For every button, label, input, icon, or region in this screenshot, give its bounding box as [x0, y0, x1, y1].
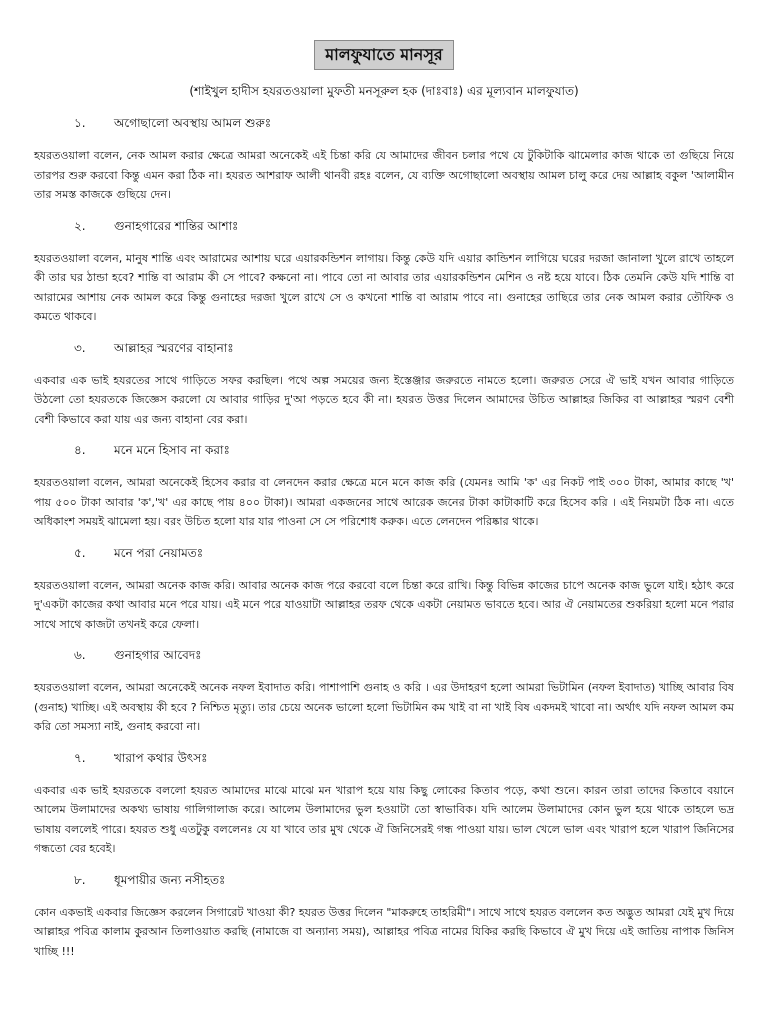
- document-subtitle: (শাইখুল হাদীস হযরতওয়ালা মুফতী মনসূরুল হক (দাঃবাঃ) এর মূল্যবান মালফুযাত): [189, 84, 579, 98]
- section-1: [34, 114, 734, 205]
- section-heading-text: মনে মনে হিসাব না করাঃ: [114, 443, 230, 457]
- section-heading: [74, 441, 734, 459]
- section-body: একবার এক ভাই হযরতকে বললো হযরত আমাদের মাঝে মাঝে মন খারাপ হয়ে যায় কিছু লোকের কিতাব পড়ে, কথা শুনে। কারন তারা তাদের কিতাবে বয়ানে আলেম উলামাদের অকথ্য ভাষায় গালিগালাজ করে। আলেম উলামাদের ভুল হওয়াটা তো স্বাভাবিক। যদি আলেম উলামাদের কোন ভুল হয়ে থাকে তাহলে ভদ্র ভাষায় বললেই পারে। হযরত শুধু এতটুকু বললেনঃ যে যা খাবে তার মুখ থেকে ঐ জিনিসেরই গন্ধ পাওয়া যায়। ভাল খেলে ভাল এবং খারাপ হলে খারাপ জিনিসের গন্ধতো বের হবেই।: [34, 783, 734, 855]
- section-heading: [74, 544, 734, 562]
- section-heading: [74, 339, 734, 357]
- section-body: হযরতওয়ালা বলেন, আমরা অনেক কাজ করি। আবার অনেক কাজ পরে করবো বলে চিন্তা করে রাখি। কিন্তু বিভিন্ন কাজের চাপে অনেক কাজ ভুলে যাই। হঠাৎ করে দু'একটা কাজের কথা আবার মনে পরে যায়। এই মনে পরে যাওয়াটা আল্লাহর তরফ থেকে একটা নেয়ামত ভাবতে হবে। আর ঐ নেয়ামতের শুকরিয়া হলো মনে পরার সাথে সাথে কাজটা তখনই করে ফেলা।: [34, 578, 734, 631]
- section-3: [34, 339, 734, 430]
- section-heading: [74, 217, 734, 235]
- section-body: হযরতওয়ালা বলেন, আমরা অনেকেই অনেক নফল ইবাদাত করি। পাশাপাশি গুনাহ ও করি । এর উদাহরণ হলো আমরা ভিটামিন (নফল ইবাদাত) খাচ্ছি আবার বিষ (গুনাহ) খাচ্ছি। এই অবস্থায় কী হবে ? নিশ্চিত মৃত্যু। তার চেয়ে অনেক ভালো হলো ভিটামিন কম খাই বা না খাই বিষ একদমই খাবো না। অর্থাৎ যদি নফল আমল কম করি তো সমস্যা নাই, গুনাহ করবো না।: [34, 681, 734, 733]
- section-heading-text: গুনাহগারের শান্তির আশাঃ: [114, 218, 239, 233]
- section-number: ২.: [74, 218, 86, 233]
- section-6: [34, 646, 734, 737]
- section-heading-text: মনে পরা নেয়ামতঃ: [114, 545, 204, 560]
- section-heading: [74, 114, 734, 132]
- document-title: মালফুযাতে মানসূর: [314, 40, 453, 70]
- section-heading-text: গুনাহগার আবেদঃ: [114, 648, 202, 662]
- section-heading: [74, 871, 734, 889]
- section-4: [34, 441, 734, 532]
- section-body: হযরতওয়ালা বলেন, নেক আমল করার ক্ষেত্রে আমরা অনেকেই এই চিন্তা করি যে আমাদের জীবন চলার পথে যে টুকিটাকি ঝামেলার কাজ থাকে তা গুছিয়ে নিয়ে তারপর শুরু করবো কিন্তু এমন করা ঠিক না। হযরত আশরাফ আলী থানবী রহঃ বলেন, যে ব্যক্তি অগোছালো অবস্থায় আমল চালু করে দেয় আল্লাহ বকুল 'আলামীন তার সমস্ত কাজকে গুছিয়ে দেন।: [34, 149, 734, 201]
- section-heading-text: ধূমপায়ীর জন্য নসীহতঃ: [114, 872, 226, 887]
- section-number: ১.: [74, 116, 86, 130]
- section-2: [34, 217, 734, 327]
- section-number: ৪.: [74, 443, 86, 457]
- section-number: ৮.: [74, 872, 86, 887]
- section-heading-text: অগোছালো অবস্থায় আমল শুরুঃ: [114, 116, 272, 130]
- section-number: ৭.: [74, 750, 86, 765]
- section-7: [34, 749, 734, 859]
- section-number: ৬.: [74, 648, 86, 662]
- section-heading-text: আল্লাহর স্মরণের বাহানাঃ: [114, 340, 234, 355]
- section-body: একবার এক ভাই হযরতের সাথে গাড়িতে সফর করছিল। পথে অল্প সময়ের জন্য ইস্তেঞ্জার জরুরতে নামতে হলো। জরুরত সেরে ঐ ভাই যখন আবার গাড়িতে উঠলো তো হযরতকে জিজ্ঞেস করলো যে আবার গাড়ির দু'আ পড়তে হবে কী না। হযরত উত্তর দিলেন আমাদের উচিত আল্লাহর জিকির বা আল্লাহর স্মরণ বেশী বেশী কিভাবে করা যায় এর জন্য বাহানা বের করা।: [34, 373, 734, 426]
- section-body: কোন একভাই একবার জিজ্ঞেস করলেন সিগারেট খাওয়া কী? হযরত উত্তর দিলেন "মাকরুহে তাহরিমী"। সাথে সাথে হযরত বললেন কত অদ্ভুত আমরা যেই মুখ দিয়ে আল্লাহর পবিত্র কালাম কুরআন তিলাওয়াত করছি (নামাজে বা অন্যান্য সময়), আল্লাহর পবিত্র নামের যিকির করছি কিভাবে ঐ মুখ দিয়ে এই জাতিয় নাপাক জিনিস খাচ্ছি !!!: [34, 905, 734, 958]
- section-heading: [74, 749, 734, 767]
- section-heading: [74, 646, 734, 664]
- section-number: ৩.: [74, 340, 86, 355]
- section-heading-text: খারাপ কথার উৎসঃ: [114, 750, 208, 765]
- section-5: [34, 544, 734, 635]
- section-body: হযরতওয়ালা বলেন, মানুষ শান্তি এবং আরামের আশায় ঘরে এয়ারকন্ডিশন লাগায়। কিন্তু কেউ যদি এয়ার কান্ডিশন লাগিয়ে ঘরের দরজা জানালা খুলে রাখে তাহলে কী তার ঘর ঠান্ডা হবে? শান্তি বা আরাম কী সে পাবে? কক্ষনো না। পাবে তো না আবার তার এয়ারকন্ডিশন মেশিন ও নষ্ট হয়ে যাবে। ঠিক তেমনি কেউ যদি শান্তি বা আরামের আশায় নেক আমল করে কিন্তু গুনাহের দরজা খুলে রাখে সে ও কখনো শান্তি বা আরাম পাবে না। গুনাহের তাছিরে তার নেক আমল করার তৌফিক ও কমতে থাকবে।: [34, 251, 734, 323]
- section-body: হযরতওয়ালা বলেন, আমরা অনেকেই হিসেব করার বা লেনদেন করার ক্ষেত্রে মনে মনে কাজ করি (যেমনঃ আমি 'ক' এর নিকট পাই ৩০০ টাকা, আমার কাছে 'খ' পায় ৫০০ টাকা আবার 'ক','খ' এর কাছে পায় ৪০০ টাকা)। আমরা একজনের সাথে আরেক জনের টাকা কাটাকাটি করে হিসেব করি । এই নিয়মটা ঠিক না। এতে অধিকাংশ সময়ই ঝামেলা হয়। বরং উচিত হলো যার যার পাওনা সে সে পরিশোধ করুক। এতে লেনদেন পরিষ্কার থাকে।: [34, 476, 734, 528]
- section-number: ৫.: [74, 545, 86, 560]
- title-container: [34, 40, 734, 70]
- section-8: [34, 871, 734, 962]
